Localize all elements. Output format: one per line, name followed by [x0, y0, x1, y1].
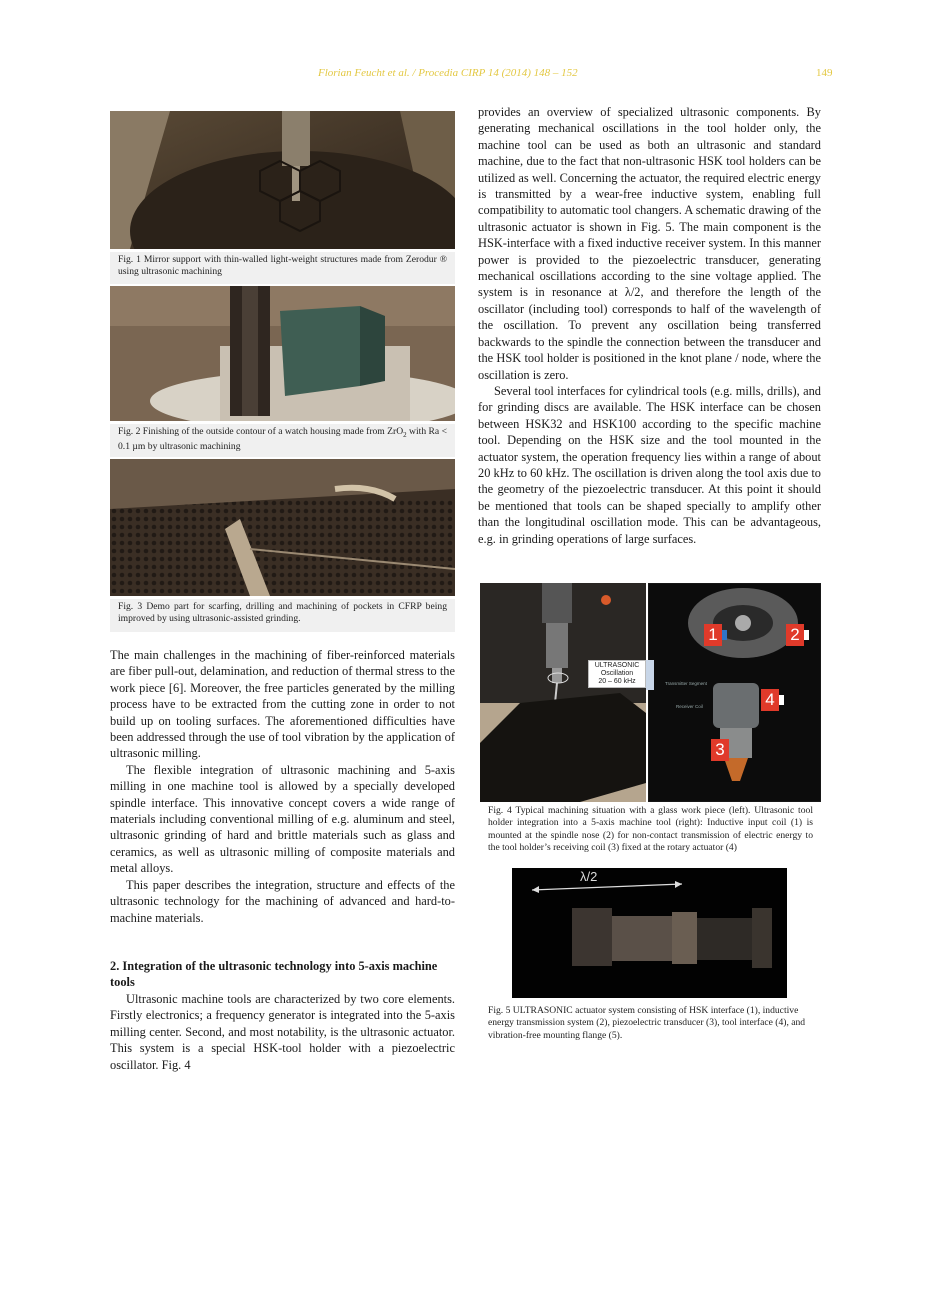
fig2-photo	[110, 286, 455, 421]
left-paragraph-3: This paper describes the integration, structure and effects of the ultrasonic technology for the machining of advanced and hard-to-machine materials.	[110, 877, 455, 925]
fig4-left-photo	[480, 583, 646, 802]
fig2-caption-a: Fig. 2 Finishing of the outside contour of a watch housing made from ZrO	[118, 426, 404, 437]
receiver-coil-label: Receiver Coil	[676, 704, 703, 709]
left-column-text	[110, 647, 455, 926]
running-header	[0, 67, 925, 83]
fig2-caption	[110, 424, 455, 457]
tag-4-marker	[779, 695, 784, 705]
left-paragraph-4: Ultrasonic machine tools are characterized by two core elements. Firstly electronics; a frequency generator is integrated into the 5-axis milling center. Second, and most notability, is the ultrasonic actuator. This system is a special HSK-tool holder with a piezoelectric oscillator. Fig. 4	[110, 992, 455, 1072]
tag-2-marker	[804, 630, 809, 640]
left-paragraph-2: The flexible integration of ultrasonic machining and 5-axis milling in one machine tool is allowed by a specially developed spindle interface. This innovative concept covers a wide range of materials including conventional milling of e.g. aluminum and steel, ultrasonic grinding of hard and brittle materials such as glass and ceramics, as well as ultrasonic milling of composite materials and metal alloys.	[110, 762, 455, 876]
fig1-photo	[110, 111, 455, 249]
fig2-caption-sub: 2	[403, 430, 407, 439]
ultrasonic-box-line1: ULTRASONIC	[594, 662, 640, 669]
tag-2: 2	[786, 624, 804, 646]
ultrasonic-box-tab	[646, 660, 654, 690]
section-heading: 2. Integration of the ultrasonic technology into 5-axis machine tools	[110, 959, 438, 990]
fig2-caption-b: with Ra < 0.1 µm by ultrasonic machining	[118, 426, 447, 453]
ultrasonic-oscillation-box	[588, 660, 646, 688]
ultrasonic-box-line3: 20 – 60 kHz	[598, 678, 636, 685]
lambda-half-label: λ/2	[580, 869, 598, 884]
tag-4: 4	[761, 689, 779, 711]
fig1-caption: Fig. 1 Mirror support with thin-walled light-weight structures made from Zerodur ® using ultrasonic machining	[110, 252, 455, 284]
fig4-caption: Fig. 4 Typical machining situation with a glass work piece (left). Ultrasonic tool holder integration into a 5-axis machine tool (right): Inductive input coil (1) is mounted at the spindle nose (2) for non-contact transmission of electric energy to the tool holder’s receiving coil (3) fixed at the rotary actuator (4)	[488, 805, 813, 854]
fig4-right-photo	[648, 583, 821, 802]
tag-1-marker	[722, 630, 727, 640]
fig5-photo	[512, 868, 787, 998]
right-column-text	[478, 104, 821, 547]
fig5-caption: Fig. 5 ULTRASONIC actuator system consisting of HSK interface (1), inductive energy transmission system (2), piezoelectric transducer (3), tool interface (4), and vibration-free mounting flange (5).	[488, 1005, 806, 1041]
left-column-text-2	[110, 991, 455, 1073]
fig3-caption: Fig. 3 Demo part for scarfing, drilling and machining of pockets in CFRP being improved by using ultrasonic-assisted grinding.	[110, 599, 455, 632]
transmitter-segment-label: Transmitter Segment	[665, 681, 707, 686]
ultrasonic-box-line2: Oscillation	[600, 670, 634, 677]
tag-1: 1	[704, 624, 722, 646]
fig3-photo	[110, 459, 455, 596]
right-paragraph-1: provides an overview of specialized ultrasonic components. By generating mechanical oscillations in the tool holder only, the machine tool can be used as both an ultrasonic and standard machine, due to the fact that non-ultrasonic HSK tool holders can be utilized as well. Concerning the actuator, the required electric energy is transmitted by a wear-free inductive system, enabling full compatibility to automatic tool changers. A schematic drawing of the ultrasonic actuator is shown in Fig. 5. The main component is the HSK-interface with a fixed inductive receiver system. In this manner power is provided to the piezoelectric transducer, generating mechanical oscillations according to the sine voltage applied. The system is in resonance at λ/2, and therefore the length of the oscillator (including tool) corresponds to half of the wavelength of the oscillation. To prevent any oscillation being transferred backwards to the spindle the connection between the transducer and the HSK tool holder is positioned in the knot plane / node, where the oscillation is zero.	[478, 105, 821, 382]
page-number: 149	[816, 67, 833, 79]
left-paragraph-1: The main challenges in the machining of fiber-reinforced materials are fiber pull-out, delamination, and reduction of thermal stress to the work piece [6]. Moreover, the free particles generated by the milling process have to be extracted from the cutting zone in order to not build up on tooling surfaces. The aforementioned difficulties have been addressed through the use of tool vibration by the application of ultrasonic milling.	[110, 648, 455, 761]
right-paragraph-2: Several tool interfaces for cylindrical tools (e.g. mills, drills), and for grinding discs are available. The HSK interface can be chosen between HSK32 and HSK100 according to the specific machine tool. Depending on the HSK size and the tool mounted in the actuator system, the operation frequency lies within a range of about 20 kHz to 60 kHz. The oscillation is driven along the tool axis due to the geometry of the piezoelectric transducer. At this point it should be mentioned that tools can be shaped specially to amplify other than the longitudinal oscillation mode. This can be advantageous, e.g. in grinding operations of large surfaces.	[478, 383, 821, 546]
running-title: Florian Feucht et al. / Procedia CIRP 14 (2014) 148 – 152	[318, 67, 578, 79]
tag-3: 3	[711, 739, 729, 761]
